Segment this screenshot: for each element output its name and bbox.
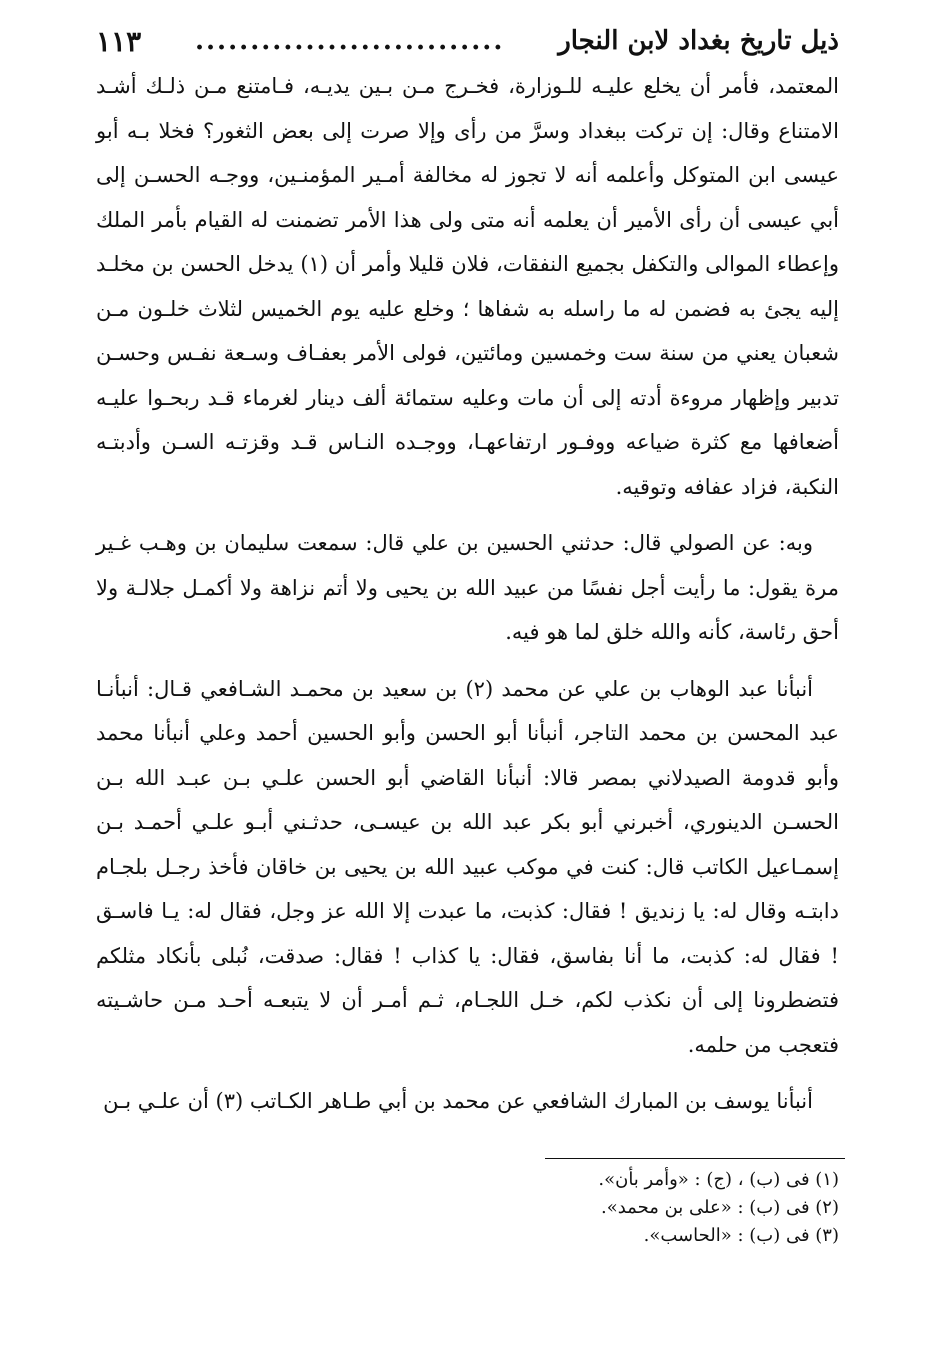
main-text xyxy=(96,64,839,1136)
dot-leader: ............................ xyxy=(194,26,505,56)
paragraph-2: وبه: عن الصولي قال: حدثني الحسين بن علي قال: سمعت سليمان بن وهـب غـير مرة يقول: ما رأيت أجل نفسًا من عبيد الله بن يحيى ولا أتم نزاهة ولا أكمـل جلالـة ولا أحق رئاسة، كأنه والله خلق لما هو فيه. xyxy=(96,531,839,644)
paragraph-3: أنبأنا عبد الوهاب بن علي عن محمد (٢) بن سعيد بن محمـد الشـافعي قـال: أنبأنـا عبد المحسن بن محمد التاجر، أنبأنا أبو الحسن وأبو الحسين أحمد وعلي أنبأنا محمد وأبو قدومة الصيدلاني بمصر قالا: أنبأنا القاضي أبو الحسن علـي بـن عبـد الله بـن الحسـن الدينوري، أخبرني أبو بكر عبد الله بن عيسـى، حدثـني أبـو علـي أحمـد بـن إسمـاعيل الكاتب قال: كنت في موكب عبيد الله بن يحيى بن خاقان فأخذ رجـل بلجـام دابتـه وقال له: يا زنديق ! فقال: كذبت، ما عبدت إلا الله عز وجل، فقال له: يـا فاسـق ! فقال له: كذبت، ما أنا بفاسق، فقال: يا كذاب ! فقال: صدقت، نُبلى بأنكاد مثلكم فتضطرونا إلى أن نكذب لكم، خـل اللجـام، ثـم أمـر أن لا يتبعـه أحـد مـن حاشـيته فتعجب من حلمه. xyxy=(96,676,839,1057)
footnote-3: (٣) فى (ب) : «الحاسب». xyxy=(643,1225,839,1246)
paragraph-4: أنبأنا يوسف بن المبارك الشافعي عن محمد بن أبي طـاهر الكـاتب (٣) أن علـي بـن xyxy=(103,1089,813,1113)
page-number: ١١٣ xyxy=(96,24,142,58)
paragraph-1: المعتمد، فأمر أن يخلع عليـه للـوزارة، فخـرج مـن بـين يديـه، فـامتنع مـن ذلـك أشـد الامتناع وقال: إن تركت ببغداد وسرَّ من رأى وإلا صرت إلى بعض الثغور؟ فخلا بـه أبو عيسى ابن المتوكل وأعلمه أنه لا تجوز له مخالفة أمـير المؤمنـين، ووجـه الحسـن إلى أبي عيسى أن رأى الأمير أن يعلمه أنه متى ولى هذا الأمر تضمنت له القيام بأمر الملك وإعطاء الموالى والتكفل بجميع النفقات، فلان قليلا وأمر أن (١) يدخل الحسن بن مخلـد إليه يجئ به فضمن له ما راسله به شفاها ؛ وخلع عليه يوم الخميس لثلاث خلـون مـن شعبان يعني من سنة ست وخمسين ومائتين، فولى الأمر بعفـاف وسـعة نفـس وحسـن تدبير وإظهار مروءة أدته إلى أن مات وعليه ستمائة ألف دينار لغرماء قـد ربحـوا عليـه أضعافها مع كثرة ضياعه ووفـور ارتفاعهـا، ووجـده النـاس قـد وقزتـه السـن وأدبتـه النكبة، فزاد عفافه وتوقيه. xyxy=(96,74,839,499)
running-title: ذيل تاريخ بغداد لابن النجار xyxy=(558,26,839,56)
footnote-separator xyxy=(545,1158,845,1159)
footnotes xyxy=(96,1166,839,1250)
page-header xyxy=(96,20,839,62)
footnote-1: (١) فى (ب) ، (ج) : «وأمر بأن». xyxy=(598,1169,839,1190)
footnote-2: (٢) فى (ب) : «على بن محمد». xyxy=(601,1197,839,1218)
